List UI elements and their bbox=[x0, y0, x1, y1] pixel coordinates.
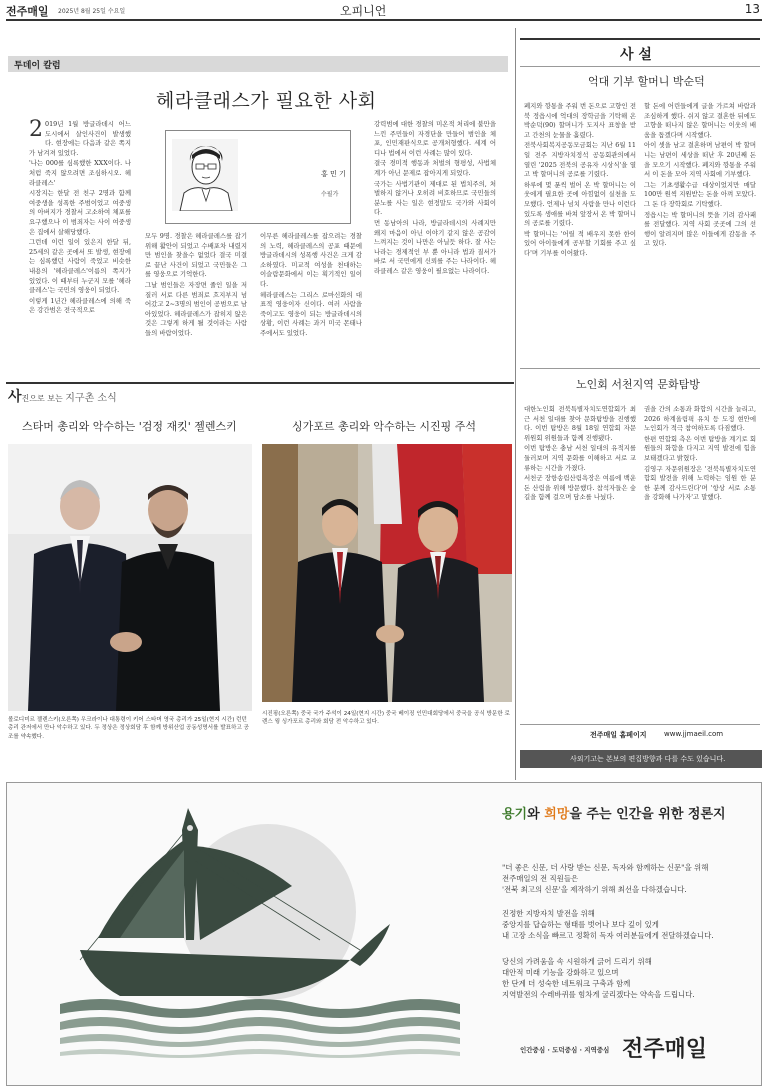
ad-logo: 전주매일 bbox=[622, 1037, 708, 1062]
author-box bbox=[165, 130, 351, 224]
editorial-label-rule bbox=[520, 66, 760, 67]
editorial-title-1: 억대 기부 할머니 박순덕 bbox=[588, 75, 705, 88]
homepage-url[interactable]: www.jjmaeil.com bbox=[664, 730, 724, 738]
ad-headline-rest: 을 주는 인간을 위한 정론지 bbox=[569, 807, 726, 822]
editorial-col3 bbox=[524, 405, 636, 504]
ad-line: 당신의 가려움을 속 시원하게 긁어 드리기 위해 bbox=[502, 957, 652, 966]
ad-headline bbox=[502, 803, 726, 822]
news-photo-right bbox=[262, 444, 512, 702]
ad-line: 내 고장 소식을 빠르고 정확히 독자 여러분들에게 전달하겠습니다. bbox=[502, 931, 714, 940]
ad-line: 한 단계 더 성숙한 네트워크 구축과 함께 bbox=[502, 979, 631, 988]
column-para: 이무른 헤라클레스를 잡으려는 경찰의 노력, 헤라클레스의 공포 때문에 방글라데시의 성폭행 사건은 크게 감소하였다. 미교적 여성을 천대하는 이슬람문화에서 이는 획기적인 일이다. bbox=[260, 232, 362, 288]
editorial-col1 bbox=[524, 102, 636, 260]
news-left-title: 스타머 총리와 악수하는 '검정 재킷' 젤렌스키 bbox=[22, 420, 237, 433]
homepage-rule bbox=[520, 724, 760, 725]
ad-line: '전북 최고의 신문'을 제작하기 위해 최선을 다하겠습니다. bbox=[502, 885, 687, 894]
column-col3 bbox=[260, 232, 362, 340]
editorial-col4 bbox=[644, 405, 756, 504]
column-label bbox=[8, 56, 508, 72]
ship-illustration bbox=[60, 790, 460, 1080]
column-col4 bbox=[374, 120, 496, 278]
disclaimer-text: 사외기고는 본보의 편집방향과 다를 수도 있습니다. bbox=[570, 755, 726, 763]
news-top-rule bbox=[6, 382, 514, 384]
ad-line: 중앙지를 답습하는 형태를 벗어나 보다 깊이 있게 bbox=[502, 920, 659, 929]
news-right-caption: 시진핑(오른쪽) 중국 국가 주석이 24일(현지 시간) 중국 베이징 인민대회당에서 중국을 공식 방문한 로렌스 웡 싱가포르 총리와 회담 전 악수하고 있다. bbox=[262, 711, 510, 726]
column-para: 019년 1월 방글라데시 어느 도시에서 살인사건이 발생했다. 현장에는 다음과 같은 쪽지가 남겨져 있었다. bbox=[29, 120, 131, 157]
column-para: 헤라클레스는 그리스 로마신화의 대표적 영웅이자 신이다. 여러 사람을 죽이고도 영웅이 되는 방글라데시의 상황, 이런 사례는 과거 미국 몬태나주에서도 있었다. bbox=[260, 290, 362, 337]
column-para: 그런데 이런 일이 있은지 한달 뒤, 25세의 같은 곳에서 또 발생, 현장에는 심록했던 사람이 죽었고 비슷한 내용의 '헤라클레스'이름의 쪽지가 있었다. 이 때부터 누군지 모를 '헤라클레스'는 국민의 영웅이 되었다. bbox=[29, 238, 131, 295]
column-para: 이렇게 1년간 헤라클레스에 의해 죽은 강간범은 전국적으로 bbox=[29, 296, 131, 315]
editorial-para: 아이 셋을 남고 결혼하며 남편이 박 할머니는 남편이 세상을 떠난 후 20년째 돈을 모으기 시작했다. 폐지와 깡통을 주워서 이 돈을 모아 지역 사회에 기부했다. bbox=[644, 141, 756, 179]
ad-para-2 bbox=[502, 908, 752, 941]
editorial-label: 사 설 bbox=[620, 47, 652, 63]
column-para: '나는 000를 심록했한 XXX이다. 나처럼 죽지 않으려면 조심하시오. 헤라클레스' bbox=[29, 159, 131, 187]
column-para: 결국 경미적 행동과 처벌의 형평성, 사법체계가 아닌 문제로 잡아지게 되었다. bbox=[374, 159, 496, 177]
editorial-title-2: 노인회 서천지역 문화탐방 bbox=[576, 378, 700, 391]
author-name: 홍 민 기 bbox=[321, 170, 346, 178]
column-title: 헤라클래스가 필요한 사회 bbox=[156, 90, 377, 112]
news-photo-left bbox=[8, 444, 252, 711]
column-para: 모두 9명. 경찰은 헤라클레스를 잡기위해 활안이 되었고 수배포차 내렸지만 범인을 찾을수 없었다 결국 미결로 끝난 사건이 되었고 국민들은 그를 영웅으로 기억한다. bbox=[145, 232, 247, 279]
editorial-para: 김영구 자문위원장은 '전북특별자치도연합회 발전을 위해 노력하는 임원 한 분 한 분께 감사드린다'며 '항상 서로 소통을 강화해 나가자'고 말했다. bbox=[644, 464, 756, 502]
news-left-caption: 볼로디미르 젤렌스키(오른쪽) 우크라이나 대통령이 키어 스타머 영국 총리가 25일(현지 시간) 런던 총리 관저에서 만나 악수하고 있다. 두 정상은 정상회담 후 함께 방위산업 공동성명서를 발표하고 공조를 약속했다. bbox=[8, 717, 250, 740]
editorial-para: 권을 간의 소통과 화합의 시간을 늘리고, 2026 하계올림픽 유치 등 도정 현안에 노인회가 적극 참여하도록 다짐했다. bbox=[644, 405, 756, 433]
author-portrait bbox=[172, 139, 238, 211]
ad-para-1 bbox=[502, 862, 752, 895]
column-para: 먼 동남아의 나라, 방글라데시의 사례지만 왜지 마음이 아닌 이야기 같지 않은 공감이 느껴지는 것이 나만은 아닐듯 하다. 잘 사는 나라는 경제적인 부 뿐 아니라 법과 질서가 바로 서 국민에게 신뢰를 주는 나라이다. 헤라클레스 같은 영웅이 필요없는 나라이다. bbox=[374, 218, 496, 275]
news-section-label bbox=[8, 386, 117, 406]
editorial-para: 정읍시는 박 할머니의 뜻을 기려 감사패를 전달했다. 지역 사회 곳곳에 그의 선행이 알려지며 많은 이들에게 감동을 주고 있다. bbox=[644, 210, 756, 248]
editorial-mid-rule bbox=[520, 368, 760, 369]
ad-headline-hope: 희망 bbox=[544, 807, 570, 822]
editorial-para: 전북사회복지공동모금회는 지난 6월 11일 전주 지방자치정석 공동회관의에서 열린 '2025 전북의 공유자 시상식'을 열고 박 할머니의 공로를 기렸다. bbox=[524, 141, 636, 179]
editorial-para: 그는 기초생활수급 대상이었지만 매달 100만 원씩 지원받는 돈을 아껴 모았다. 그 돈 다 장학회로 기탁했다. bbox=[644, 180, 756, 208]
ad-line: 진정한 지방자치 발전을 위해 bbox=[502, 909, 595, 918]
xi-wong-photo bbox=[262, 444, 512, 702]
section-title: 오피니언 bbox=[340, 4, 387, 18]
column-divider bbox=[515, 28, 516, 780]
starmer-zelensky-photo bbox=[8, 444, 252, 711]
column-label-text: 투데이 칼럼 bbox=[14, 61, 61, 71]
editorial-para: 폐지와 깡통을 주워 번 돈으로 고향인 전북 정읍시에 억대의 장학금을 기탁해 온 박순덕(90) 할머니가 도지사 표창을 받고 간천의 눈물을 흘렸다. bbox=[524, 102, 636, 139]
page-number: 13 bbox=[744, 2, 760, 16]
ad-para-3 bbox=[502, 956, 752, 1000]
ad-line: 전주매일의 전 직원들은 bbox=[502, 874, 579, 883]
ad-line: 지역발전의 수레바퀴를 힘차게 굴리겠다는 약속을 드립니다. bbox=[502, 990, 695, 999]
homepage-label: 전주매일 홈페이지 bbox=[590, 731, 647, 739]
editorial-col2 bbox=[644, 102, 756, 250]
editorial-para: 하루에 몇 푼씩 벌어 온 박 할머니는 이웃에게 필요한 곳에 아낌없이 실천을 도모했다. 언제나 넘치 사람을 만나 이런다 있도록 생애를 바쳐 앞장서 온 박 할머니의 공로를 기렸다. bbox=[524, 180, 636, 228]
editorial-para: 서천군 장항송림산림욕장은 여름에 백운돈 산림을 위해 방문했다. 참석자들은 숲길을 함께 걸으며 담소를 나눴다. bbox=[524, 474, 636, 502]
issue-date: 2025년 8월 25일 수요일 bbox=[58, 8, 126, 15]
editorial-para: 한편 연합회 측은 이번 탐방을 계기로 회원들의 화합을 다지고 지역 발전에 힘을 보태겠다고 밝혔다. bbox=[644, 434, 756, 462]
editorial-para: 할 돈에 어린들에게 글을 가르쳐 바람과 조심하게 했다. 쉬지 않고 결혼한 뒤에도 고향을 떠나지 않은 할머니는 이웃의 배움을 돕겠다며 시작했다. bbox=[644, 102, 756, 139]
disclaimer-bar bbox=[520, 750, 762, 768]
column-para: 국가는 사법기관이 제대로 된 법치주의, 처벌하지 않거나 오히려 비호하므로 국민들의 분노를 사는 일은 현정말도 국가와 사회이다. bbox=[374, 179, 496, 217]
header-rule bbox=[6, 19, 762, 21]
column-col2 bbox=[145, 232, 247, 340]
ad-slogan: 인간중심 · 도덕중심 · 지역중심 bbox=[520, 1046, 610, 1054]
masthead-logo: 전주매일 bbox=[6, 5, 49, 18]
editorial-para: 이번 탐방은 충남 서천 일대의 유적지를 둘러보며 지역 문화를 이해하고 서로 교류하는 시간을 가졌다. bbox=[524, 444, 636, 472]
column-col1 bbox=[29, 117, 131, 317]
dropcap: 2 bbox=[29, 117, 43, 142]
editorial-para: 대한노인회 전북특별자치도연합회가 최근 서천 일대를 찾아 문화탐방을 진행했다. 이번 탐방은 8월 18일 연합회 자문위원회 위원들과 함께 진행됐다. bbox=[524, 405, 636, 442]
homepage-banner bbox=[520, 728, 760, 742]
news-label-big: 사 bbox=[8, 389, 22, 405]
ad-headline-and: 와 bbox=[527, 807, 545, 822]
news-right-title: 싱가포르 총리와 악수하는 시진핑 주석 bbox=[292, 420, 477, 433]
editorial-para: 박 할머니는 '어릴 적 배우지 못한 한이 있어 아이들에게 공부할 기회를 주고 싶다'며 기부를 이어왔다. bbox=[524, 229, 636, 257]
ad-line: 대안적 미래 기능을 강화하고 있으며 bbox=[502, 968, 619, 977]
ad-line: "더 좋은 신문, 더 사랑 받는 신문, 독자와 함께하는 신문"을 위해 bbox=[502, 863, 709, 872]
news-label-accent: 지구촌 소식 bbox=[65, 393, 117, 404]
column-para: 강력범에 대한 경찰의 미온적 처리에 불만을 느낀 주민들이 자경단을 만들어 범인을 체포, 인민재판식으로 공개처형했다. 세계 어디나 법에서 이런 사례는 많이 있다. bbox=[374, 120, 496, 157]
editorial-top-rule bbox=[520, 38, 760, 40]
column-para: 그날 범인들은 자장면 줄인 일을 저질러 서로 다른 범죄로 흐지부지 넘어갔고 2~3명의 범인이 공범으로 남아있었다. 헤라클레스가 잡히지 않은 것은 그렇게 하게 될 것이라는 사람들의 바람이었다. bbox=[145, 280, 247, 337]
column-para: 시장지는 한달 전 친구 2명과 함께 여중생을 성폭한 주범이었고 여중생의 아버지가 경찰서 고소하여 체포를 요구했으나 이 범죄자는 사이 여중생은 집에서 살해당했다. bbox=[29, 189, 131, 236]
ad-headline-courage: 용기 bbox=[502, 807, 528, 822]
author-role: 수필가 bbox=[321, 191, 339, 198]
news-label-rest: 진으로 보는 bbox=[21, 394, 66, 403]
